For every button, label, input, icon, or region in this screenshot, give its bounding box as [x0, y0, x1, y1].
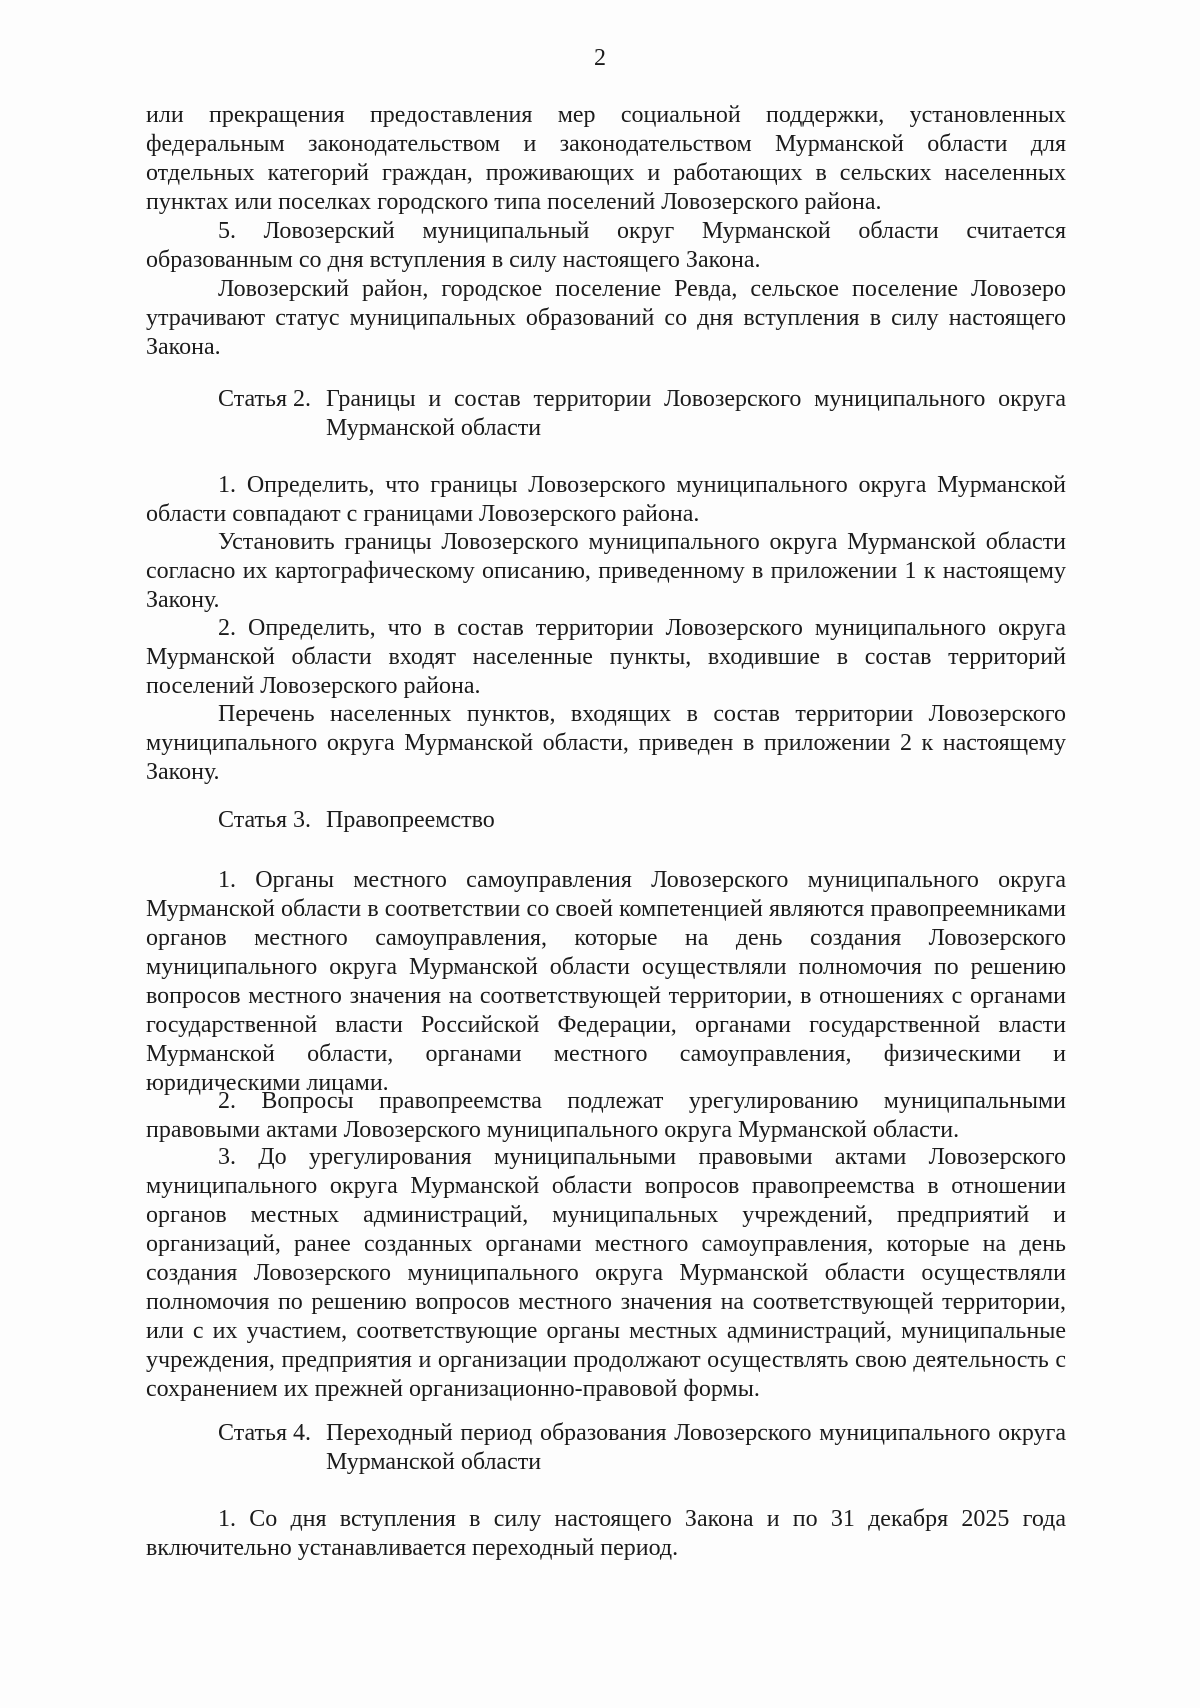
paragraph: Установить границы Ловозерского муниципального округа Мурманской области согласно их картографическому описанию, приведенному в приложении 1 к настоящему Закону. — [146, 529, 1066, 613]
article-title: Правопреемство — [326, 807, 495, 833]
article-heading — [146, 385, 1066, 443]
paragraph: Перечень населенных пунктов, входящих в состав территории Ловозерского муниципального округа Мурманской области, приведен в приложении 2 к настоящему Закону. — [146, 701, 1066, 785]
article-title: Границы и состав территории Ловозерского муниципального округа Мурманской области — [326, 386, 1066, 441]
paragraph: 2. Определить, что в состав территории Ловозерского муниципального округа Мурманской области входят населенные пункты, входившие в состав территорий поселений Ловозерского района. — [146, 615, 1066, 699]
page-number: 2 — [594, 45, 606, 71]
paragraph: или прекращения предоставления мер социальной поддержки, установленных федеральным законодательством и законодательством Мурманской области для отдельных категорий граждан, проживающих и работающих в сельских населенных пунктах или поселках городского типа поселений Ловозерского района. — [146, 102, 1066, 215]
article-title: Переходный период образования Ловозерского муниципального округа Мурманской области — [326, 1420, 1066, 1475]
article-heading — [146, 1419, 1066, 1477]
paragraph: 1. Определить, что границы Ловозерского муниципального округа Мурманской области совпадают с границами Ловозерского района. — [146, 472, 1066, 527]
article-number: Статья 2. — [218, 386, 311, 412]
article-number: Статья 3. — [218, 807, 311, 833]
paragraph: 3. До урегулирования муниципальными правовыми актами Ловозерского муниципального округа Мурманской области вопросов правопреемства в отношении органов местных администраций, муниципальных учреждений, предприятий и организаций, ранее созданных органами местного самоуправления, которые на день создания Ловозерского муниципального округа Мурманской области осуществляли полномочия по решению вопросов местного значения на соответствующей территории, или с их участием, соответствующие органы местных администраций, муниципальные учреждения, предприятия и организации продолжают осуществлять свою деятельность с сохранением их прежней организационно-правовой формы. — [146, 1144, 1066, 1402]
article-heading — [146, 806, 1066, 835]
paragraph: 1. Органы местного самоуправления Ловозерского муниципального округа Мурманской области в соответствии со своей компетенцией являются правопреемниками органов местного самоуправления, которые на день создания Ловозерского муниципального округа Мурманской области осуществляли полномочия по решению вопросов местного значения на соответствующей территории, в отношениях с органами государственной власти Российской Федерации, органами государственной власти Мурманской области, органами местного самоуправления, физическими и юридическими лицами. — [146, 867, 1066, 1096]
article-number: Статья 4. — [218, 1420, 311, 1446]
paragraph: Ловозерский район, городское поселение Ревда, сельское поселение Ловозеро утрачивают статус муниципальных образований со дня вступления в силу настоящего Закона. — [146, 276, 1066, 360]
paragraph: 5. Ловозерский муниципальный округ Мурманской области считается образованным со дня вступления в силу настоящего Закона. — [146, 218, 1066, 273]
paragraph: 1. Со дня вступления в силу настоящего Закона и по 31 декабря 2025 года включительно устанавливается переходный период. — [146, 1506, 1066, 1561]
paragraph: 2. Вопросы правопреемства подлежат урегулированию муниципальными правовыми актами Ловозерского муниципального округа Мурманской области. — [146, 1088, 1066, 1143]
